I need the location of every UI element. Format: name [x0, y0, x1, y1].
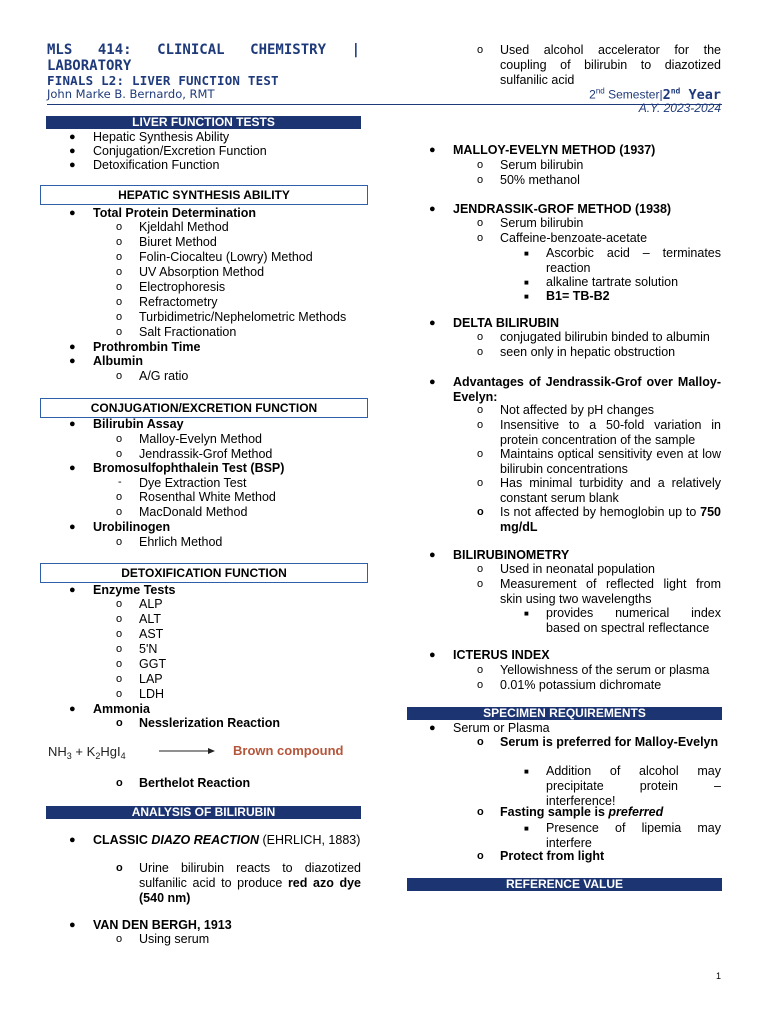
list-item: Berthelot Reaction [139, 776, 251, 790]
list-item: 50% methanol [500, 173, 580, 187]
list-item: Electrophoresis [139, 280, 226, 294]
circle-bullet-icon: o [477, 217, 484, 229]
circle-bullet-icon: o [477, 331, 484, 343]
circle-bullet-icon: o [477, 232, 484, 244]
circle-bullet-icon: o [477, 477, 484, 489]
list-item: Refractometry [139, 295, 218, 309]
list-item: 5'N [139, 642, 158, 656]
circle-bullet-icon: o [116, 433, 123, 445]
square-bullet-icon: ■ [524, 278, 529, 287]
circle-bullet-icon: o [116, 643, 123, 655]
circle-bullet-icon: o [116, 296, 123, 308]
section-heading-hsa: HEPATIC SYNTHESIS ABILITY [40, 185, 368, 205]
list-item: Nesslerization Reaction [139, 716, 281, 730]
circle-bullet-icon: o [477, 806, 484, 818]
list-item: ICTERUS INDEX [453, 648, 550, 662]
bullet-icon: ● [69, 703, 76, 715]
bullet-icon: ● [69, 355, 76, 367]
circle-bullet-icon: o [477, 850, 484, 862]
list-item: alkaline tartrate solution [546, 275, 679, 289]
circle-bullet-icon: o [116, 281, 123, 293]
bullet-icon: ● [69, 418, 76, 430]
list-item: MALLOY-EVELYN METHOD (1937) [453, 143, 656, 157]
list-item: Prothrombin Time [93, 340, 201, 354]
course-title: MLS 414: CLINICAL CHEMISTRY | LABORATORY [47, 42, 360, 74]
circle-bullet-icon: o [116, 688, 123, 700]
circle-bullet-icon: o [116, 613, 123, 625]
list-item: Protect from light [500, 849, 605, 863]
bullet-icon: ● [429, 722, 436, 734]
list-item: Serum bilirubin [500, 158, 584, 172]
list-item: Caffeine-benzoate-acetate [500, 231, 648, 245]
list-item: Ascorbic acid – terminates reaction [546, 246, 721, 275]
circle-bullet-icon: o [116, 491, 123, 503]
bullet-icon: ● [429, 144, 436, 156]
list-item: Turbidimetric/Nephelometric Methods [139, 310, 347, 324]
list-item: A/G ratio [139, 369, 189, 383]
circle-bullet-icon: o [116, 862, 123, 874]
list-item: CLASSIC DIAZO REACTION (EHRLICH, 1883) [93, 833, 361, 847]
list-item: Rosenthal White Method [139, 490, 276, 504]
formula-reactants: $NH_3 + K_2HgI_4$ [48, 744, 126, 761]
circle-bullet-icon: o [477, 44, 484, 56]
section-heading-cef: CONJUGATION/EXCRETION FUNCTION [40, 398, 368, 418]
list-item: JENDRASSIK-GROF METHOD (1938) [453, 202, 672, 216]
list-item: DELTA BILIRUBIN [453, 316, 560, 330]
square-bullet-icon: ■ [524, 609, 529, 618]
list-item: Dye Extraction Test [139, 476, 247, 490]
circle-bullet-icon: o [116, 506, 123, 518]
bullet-icon: ● [69, 207, 76, 219]
circle-bullet-icon: o [116, 236, 123, 248]
circle-bullet-icon: o [477, 578, 484, 590]
academic-year: A.Y. 2023-2024 [638, 101, 721, 115]
circle-bullet-icon: o [477, 736, 484, 748]
list-item: AST [139, 627, 164, 641]
bullet-icon: ● [69, 919, 76, 931]
list-item: Used alcohol accelerator for the coupling of bilirubin to diazotized sulfanilic acid [500, 43, 721, 87]
circle-bullet-icon: o [116, 370, 123, 382]
list-item: Is not affected by hemoglobin up to 750 mg/dL [500, 505, 721, 534]
list-item: Folin-Ciocalteu (Lowry) Method [139, 250, 313, 264]
list-item: Bilirubin Assay [93, 417, 184, 431]
circle-bullet-icon: o [477, 346, 484, 358]
list-item: Kjeldahl Method [139, 220, 229, 234]
bullet-icon: ● [69, 341, 76, 353]
nessler-formula [48, 740, 363, 764]
bullet-icon: ● [69, 159, 76, 171]
square-bullet-icon: ■ [524, 249, 529, 258]
list-item: Yellowishness of the serum or plasma [500, 663, 710, 677]
circle-bullet-icon: o [116, 598, 123, 610]
list-item: Hepatic Synthesis Ability [93, 130, 230, 144]
square-bullet-icon: ■ [524, 292, 529, 301]
list-item: Bromosulfophthalein Test (BSP) [93, 461, 285, 475]
bullet-icon: ● [69, 521, 76, 533]
bullet-icon: ● [429, 649, 436, 661]
list-item: Serum is preferred for Malloy-Evelyn [500, 735, 719, 749]
circle-bullet-icon: o [116, 933, 123, 945]
bullet-icon: ● [69, 145, 76, 157]
list-item: Maintains optical sensitivity even at low bilirubin concentrations [500, 447, 721, 476]
list-item: Ammonia [93, 702, 150, 716]
list-item: GGT [139, 657, 167, 671]
list-item: ALT [139, 612, 161, 626]
circle-bullet-icon: o [116, 221, 123, 233]
circle-bullet-icon: o [116, 673, 123, 685]
list-item: Detoxification Function [93, 158, 220, 172]
circle-bullet-icon: o [116, 448, 123, 460]
list-item: Measurement of reflected light from skin using two wavelengths [500, 577, 721, 606]
list-item: LAP [139, 672, 163, 686]
list-item: Salt Fractionation [139, 325, 237, 339]
page-number: 1 [715, 971, 721, 981]
circle-bullet-icon: o [116, 311, 123, 323]
square-bullet-icon: ■ [524, 824, 529, 833]
topic-title: FINALS L2: LIVER FUNCTION TEST [47, 73, 279, 88]
bullet-icon: ● [69, 131, 76, 143]
semester-year: 2nd Semester|2nd Year [589, 86, 721, 103]
list-item: ALP [139, 597, 163, 611]
arrow-head-icon [208, 748, 215, 754]
list-item: Not affected by pH changes [500, 403, 655, 417]
circle-bullet-icon: o [116, 777, 123, 789]
list-item: Biuret Method [139, 235, 217, 249]
circle-bullet-icon: o [477, 159, 484, 171]
list-item: seen only in hepatic obstruction [500, 345, 676, 359]
bullet-icon: ● [69, 834, 76, 846]
circle-bullet-icon: o [477, 679, 484, 691]
list-item: Insensitive to a 50-fold variation in protein concentration of the sample [500, 418, 721, 447]
list-item: LDH [139, 687, 165, 701]
circle-bullet-icon: o [477, 404, 484, 416]
list-item: Enzyme Tests [93, 583, 176, 597]
square-bullet-icon: ■ [524, 767, 529, 776]
list-item: Malloy-Evelyn Method [139, 432, 262, 446]
list-item: UV Absorption Method [139, 265, 265, 279]
list-item: Total Protein Determination [93, 206, 256, 220]
circle-bullet-icon: o [477, 664, 484, 676]
list-item: Presence of lipemia may interfere [546, 821, 721, 850]
list-item: Fasting sample is preferred [500, 805, 664, 819]
circle-bullet-icon: o [116, 717, 123, 729]
circle-bullet-icon: o [477, 448, 484, 460]
list-item: Urine bilirubin reacts to diazotized sulfanilic acid to produce red azo dye (540 nm) [139, 861, 361, 905]
bullet-icon: ● [69, 584, 76, 596]
list-item: Ehrlich Method [139, 535, 223, 549]
circle-bullet-icon: o [116, 536, 123, 548]
list-item: Urobilinogen [93, 520, 171, 534]
circle-bullet-icon: o [477, 506, 484, 518]
bullet-icon: ● [429, 376, 436, 388]
circle-bullet-icon: o [116, 628, 123, 640]
list-item: MacDonald Method [139, 505, 248, 519]
list-item: Advantages of Jendrassik-Grof over Malloy-Evelyn: [453, 375, 721, 404]
bullet-icon: ● [429, 203, 436, 215]
list-item: Conjugation/Excretion Function [93, 144, 267, 158]
section-heading-reference: REFERENCE VALUE [407, 878, 722, 891]
list-item: conjugated bilirubin binded to albumin [500, 330, 710, 344]
bullet-icon: ● [429, 549, 436, 561]
section-heading-detox: DETOXIFICATION FUNCTION [40, 563, 368, 583]
circle-bullet-icon: o [116, 658, 123, 670]
list-item: 0.01% potassium dichromate [500, 678, 662, 692]
list-item: Addition of alcohol may precipitate protein – interference! [546, 764, 721, 808]
list-item: Albumin [93, 354, 143, 368]
section-heading-specimen: SPECIMEN REQUIREMENTS [407, 707, 722, 720]
bullet-icon: ● [429, 317, 436, 329]
formula-product: Brown compound [233, 743, 344, 758]
circle-bullet-icon: o [116, 326, 123, 338]
list-item: Has minimal turbidity and a relatively constant serum blank [500, 476, 721, 505]
dash-bullet-icon: - [118, 476, 122, 488]
circle-bullet-icon: o [477, 419, 484, 431]
list-item: BILIRUBINOMETRY [453, 548, 570, 562]
circle-bullet-icon: o [477, 563, 484, 575]
header-divider [47, 104, 722, 105]
bullet-icon: ● [69, 462, 76, 474]
list-item: provides numerical index based on spectral reflectance [546, 606, 721, 635]
list-item: B1= TB-B2 [546, 289, 610, 303]
author-name: John Marke B. Bernardo, RMT [47, 87, 215, 101]
list-item: Using serum [139, 932, 210, 946]
list-item: VAN DEN BERGH, 1913 [93, 918, 232, 932]
section-heading-analysis: ANALYSIS OF BILIRUBIN [46, 806, 361, 819]
list-item: Serum bilirubin [500, 216, 584, 230]
list-item: Used in neonatal population [500, 562, 655, 576]
list-item: Jendrassik-Grof Method [139, 447, 273, 461]
circle-bullet-icon: o [116, 266, 123, 278]
list-item: Serum or Plasma [453, 721, 550, 735]
circle-bullet-icon: o [116, 251, 123, 263]
section-heading-lft: LIVER FUNCTION TESTS [46, 116, 361, 129]
circle-bullet-icon: o [477, 174, 484, 186]
